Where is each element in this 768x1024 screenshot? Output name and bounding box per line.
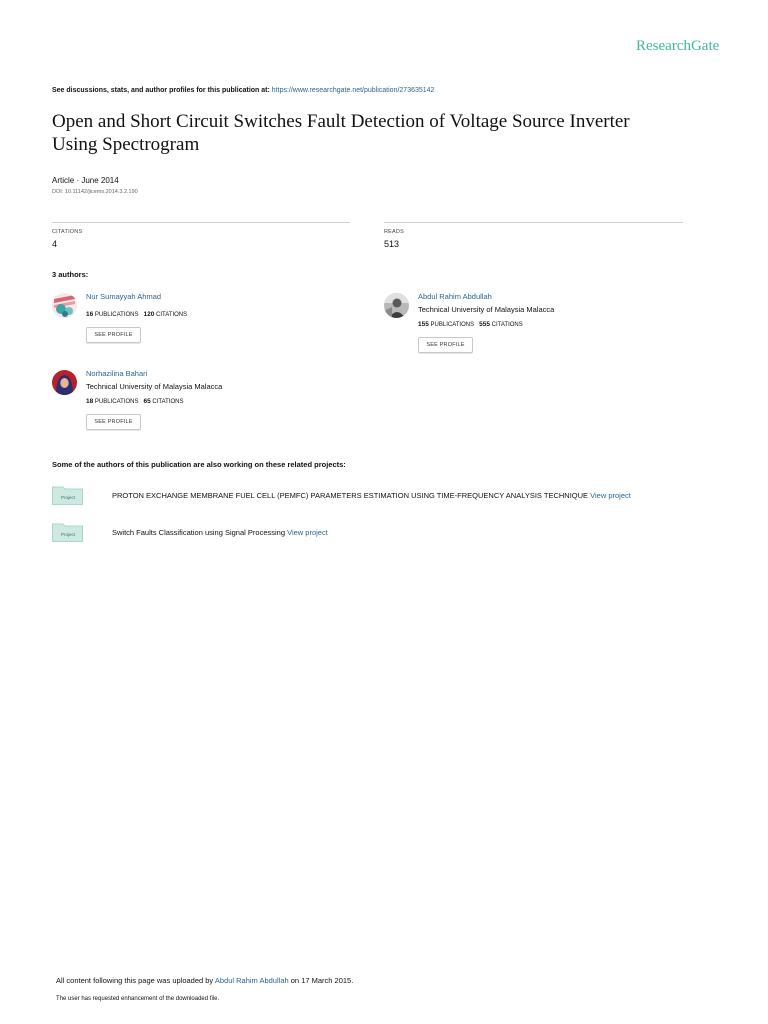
author-metrics-2: [418, 321, 523, 328]
discussion-line: [52, 87, 434, 94]
author-affiliation-2: Technical University of Malaysia Malacca: [418, 305, 555, 314]
project-2-view-link[interactable]: View project: [287, 528, 328, 537]
avatar-3-image: [52, 370, 77, 395]
author-name-1[interactable]: Nur Sumayyah Ahmad: [86, 292, 162, 301]
publication-url-link[interactable]: https://www.researchgate.net/publication/273635142: [271, 87, 435, 94]
author-avatar-1[interactable]: [52, 293, 77, 318]
author-name-3[interactable]: Norhazilina Bahari: [86, 369, 148, 378]
author-2-publications-count: 155: [418, 321, 429, 328]
project-icon-1-label: Project: [61, 495, 76, 500]
project-icon-1: [52, 486, 83, 505]
author-3-publications-label: PUBLICATIONS: [94, 399, 139, 405]
author-1-publications-label: PUBLICATIONS: [94, 312, 139, 318]
doi: DOI: 10.11142/jicems.2014.3.2.190: [52, 189, 138, 195]
upload-prefix: All content following this page was uploaded by: [56, 976, 214, 985]
discussion-prefix: See discussions, stats, and author profiles for this publication at:: [52, 87, 270, 94]
see-profile-button-2[interactable]: SEE PROFILE: [418, 337, 473, 353]
uploader-link[interactable]: Abdul Rahim Abdullah: [214, 976, 289, 985]
author-1-publications-count: 16: [86, 311, 94, 318]
author-3-citations-label: CITATIONS: [152, 399, 184, 405]
upload-notice: [56, 976, 353, 985]
citations-value: 4: [52, 239, 58, 249]
see-profile-button-1[interactable]: SEE PROFILE: [86, 327, 141, 343]
researchgate-logo[interactable]: ResearchGate: [636, 38, 720, 54]
project-1-title: PROTON EXCHANGE MEMBRANE FUEL CELL (PEMFC) PARAMETERS ESTIMATION USING TIME-FREQUENCY ANALYSIS TECHNIQUE: [112, 491, 589, 500]
avatar-2-image: [384, 293, 409, 318]
project-1-view-link[interactable]: View project: [590, 491, 631, 500]
author-3-publications-count: 18: [86, 398, 94, 405]
author-metrics-1: [86, 311, 187, 318]
project-item-1: [112, 491, 631, 500]
reads-value: 513: [384, 239, 400, 249]
author-3-citations-count: 65: [143, 398, 151, 405]
avatar-1-image: [52, 293, 77, 318]
reads-divider: [384, 222, 683, 223]
author-2-publications-label: PUBLICATIONS: [430, 322, 475, 328]
see-profile-button-3[interactable]: SEE PROFILE: [86, 414, 141, 430]
related-projects-heading: Some of the authors of this publication are also working on these related projects:: [52, 460, 346, 469]
author-1-citations-count: 120: [143, 311, 155, 318]
project-icon-2-label: Project: [61, 532, 76, 537]
enhancement-note: The user has requested enhancement of the downloaded file.: [56, 996, 220, 1002]
upload-suffix: on 17 March 2015.: [290, 976, 354, 985]
paper-title-line-2: Using Spectrogram: [52, 134, 200, 155]
author-2-citations-count: 555: [479, 321, 490, 328]
article-type-date: Article · June 2014: [52, 176, 119, 185]
project-icon-2: [52, 523, 83, 542]
project-2-title: Switch Faults Classification using Signal Processing: [112, 528, 285, 537]
citations-label: CITATIONS: [52, 229, 83, 235]
reads-label: READS: [384, 229, 404, 235]
author-affiliation-3: Technical University of Malaysia Malacca: [86, 382, 223, 391]
paper-title-line-1: Open and Short Circuit Switches Fault Detection of Voltage Source Inverter: [52, 111, 630, 132]
author-avatar-2[interactable]: [384, 293, 409, 318]
paper-title: [52, 110, 712, 156]
author-avatar-3[interactable]: [52, 370, 77, 395]
citations-divider: [52, 222, 350, 223]
author-2-citations-label: CITATIONS: [491, 322, 523, 328]
project-item-2: [112, 528, 328, 537]
author-metrics-3: [86, 398, 184, 405]
authors-heading: 3 authors:: [52, 270, 89, 279]
author-name-2[interactable]: Abdul Rahim Abdullah: [418, 292, 492, 301]
author-1-citations-label: CITATIONS: [156, 312, 188, 318]
